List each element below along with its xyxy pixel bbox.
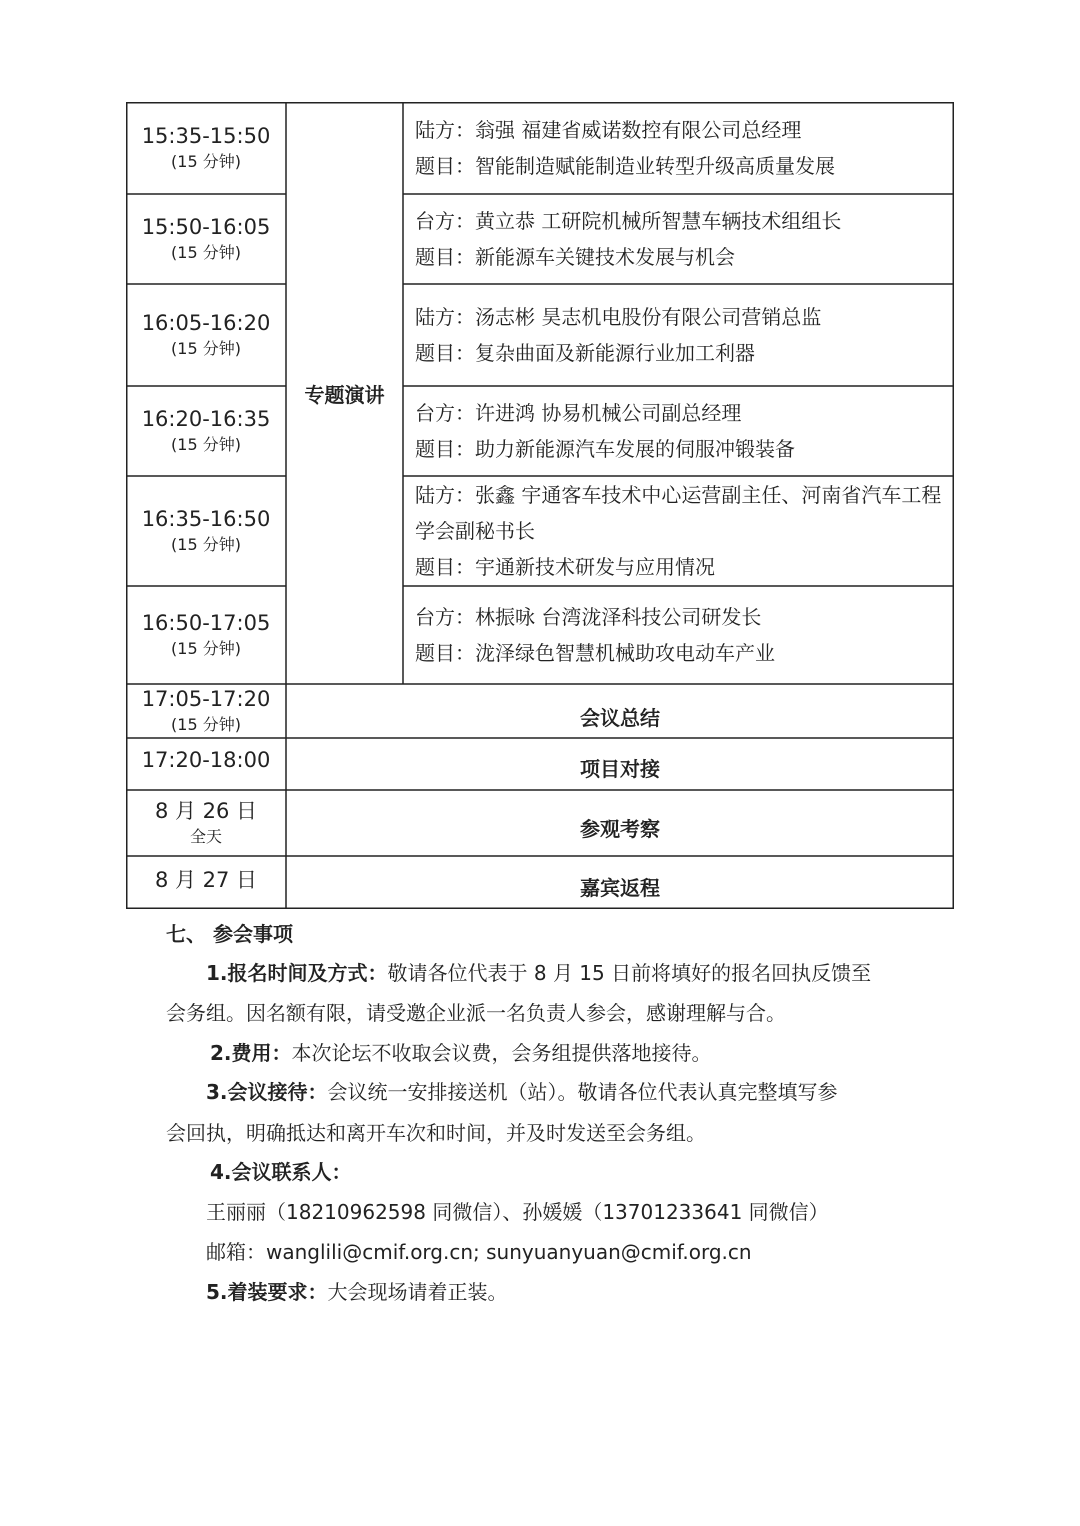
title-label: 题目：	[415, 437, 475, 461]
speaker-cell	[403, 586, 954, 684]
agenda-item-label: 项目对接	[580, 756, 660, 781]
speaker-name: 许进鸿 协易机械公司副总经理	[475, 401, 742, 425]
title-line	[415, 431, 948, 467]
speaker-line	[415, 203, 948, 239]
speech-title: 助力新能源汽车发展的伺服冲锻装备	[475, 437, 795, 461]
agenda-item	[286, 856, 954, 909]
date: 8 月 26 日	[154, 799, 258, 823]
schedule-table	[126, 102, 954, 909]
title-line	[415, 635, 948, 671]
title-line	[415, 239, 948, 275]
speaker-label: 台方：	[415, 209, 475, 233]
time-cell	[126, 790, 286, 856]
topic-label: 专题演讲	[304, 382, 385, 407]
agenda-item-label: 嘉宾返程	[580, 876, 660, 900]
speaker-label: 台方：	[415, 605, 475, 629]
duration: 全天	[189, 827, 222, 846]
speech-title: 宇通新技术研发与应用情况	[475, 555, 715, 579]
time-cell	[126, 476, 286, 586]
time-range: 17:20-18:00	[141, 748, 271, 772]
note-1-line-2: 会务组。因名额有限，请受邀企业派一名负责人参会，感谢理解与合。	[166, 1001, 786, 1025]
time-cell	[126, 386, 286, 476]
title-label: 题目：	[415, 245, 475, 269]
note-1-line-1	[206, 953, 871, 993]
speaker-line	[415, 112, 948, 148]
time-cell	[126, 102, 286, 194]
time-range: 15:35-15:50	[141, 124, 271, 148]
note-label: 2.费用：	[210, 1041, 292, 1065]
duration: (15 分钟)	[171, 639, 241, 658]
time-cell	[126, 738, 286, 790]
duration: (15 分钟)	[171, 339, 241, 358]
agenda-item	[286, 738, 954, 790]
section-heading: 七、 参会事项	[166, 922, 293, 946]
speaker-label: 陆方：	[415, 483, 475, 507]
title-line	[415, 148, 948, 184]
time-range: 16:20-16:35	[141, 407, 271, 431]
duration: (15 分钟)	[171, 435, 241, 454]
speaker-cell	[403, 386, 954, 476]
topic-cell	[286, 102, 403, 684]
speaker-line	[415, 395, 948, 431]
speaker-name: 黄立恭 工研院机械所智慧车辆技术组组长	[475, 209, 842, 233]
duration: (15 分钟)	[171, 535, 241, 554]
time-cell	[126, 284, 286, 386]
note-label: 4.会议联系人：	[210, 1160, 352, 1184]
time-cell	[126, 684, 286, 738]
speaker-cell	[403, 102, 954, 194]
time-cell	[126, 194, 286, 284]
email: 邮箱：wanglili@cmif.org.cn; sunyuanyuan@cmif.org.cn	[206, 1240, 752, 1264]
note-5	[206, 1272, 508, 1312]
title-line	[415, 549, 948, 585]
speaker-name: 张鑫 宇通客车技术中心运营副主任、河南省汽车工程学会副秘书长	[415, 483, 942, 543]
speaker-label: 台方：	[415, 401, 475, 425]
agenda-item	[286, 684, 954, 738]
time-range: 17:05-17:20	[141, 687, 271, 711]
note-text: 大会现场请着正装。	[327, 1280, 508, 1304]
time-range: 16:05-16:20	[141, 311, 271, 335]
time-range: 15:50-16:05	[141, 215, 271, 239]
duration: (15 分钟)	[171, 715, 241, 734]
title-label: 题目：	[415, 555, 475, 579]
note-4	[210, 1152, 352, 1192]
speaker-label: 陆方：	[415, 118, 475, 142]
note-label: 5.着装要求：	[206, 1280, 328, 1304]
agenda-item	[286, 790, 954, 856]
speaker-name: 翁强 福建省威诺数控有限公司总经理	[475, 118, 802, 142]
time-range: 16:50-17:05	[141, 611, 271, 635]
speaker-cell	[403, 194, 954, 284]
note-text: 本次论坛不收取会议费，会务组提供落地接待。	[291, 1041, 712, 1065]
speaker-line	[415, 477, 948, 549]
speaker-line	[415, 299, 948, 335]
agenda-item-label: 会议总结	[580, 705, 660, 730]
date: 8 月 27 日	[154, 867, 258, 892]
speech-title: 复杂曲面及新能源行业加工利器	[475, 341, 755, 365]
note-3-line-1	[206, 1072, 838, 1112]
speaker-name: 汤志彬 昊志机电股份有限公司营销总监	[475, 305, 822, 329]
note-label: 3.会议接待：	[206, 1080, 328, 1104]
speech-title: 泷泽绿色智慧机械助攻电动车产业	[475, 641, 775, 665]
speaker-cell	[403, 476, 954, 586]
note-text: 敬请各位代表于 8 月 15 日前将填好的报名回执反馈至	[387, 961, 872, 985]
speaker-cell	[403, 284, 954, 386]
note-label: 1.报名时间及方式：	[206, 961, 388, 985]
speaker-line	[415, 599, 948, 635]
note-text: 会议统一安排接送机（站）。敬请各位代表认真完整填写参	[327, 1080, 838, 1104]
agenda-item-label: 参观考察	[580, 816, 660, 841]
note-2	[210, 1033, 712, 1073]
title-line	[415, 335, 948, 371]
duration: (15 分钟)	[171, 243, 241, 262]
title-label: 题目：	[415, 154, 475, 178]
time-cell	[126, 856, 286, 909]
duration: (15 分钟)	[171, 152, 241, 171]
speaker-label: 陆方：	[415, 305, 475, 329]
title-label: 题目：	[415, 341, 475, 365]
speech-title: 智能制造赋能制造业转型升级高质量发展	[475, 154, 835, 178]
time-range: 16:35-16:50	[141, 507, 271, 531]
speech-title: 新能源车关键技术发展与机会	[475, 245, 735, 269]
contacts: 王丽丽（18210962598 同微信）、孙媛媛（13701233641 同微信）	[206, 1200, 829, 1224]
title-label: 题目：	[415, 641, 475, 665]
time-cell	[126, 586, 286, 684]
speaker-name: 林振咏 台湾泷泽科技公司研发长	[475, 605, 762, 629]
note-3-line-2: 会回执，明确抵达和离开车次和时间，并及时发送至会务组。	[166, 1121, 706, 1145]
